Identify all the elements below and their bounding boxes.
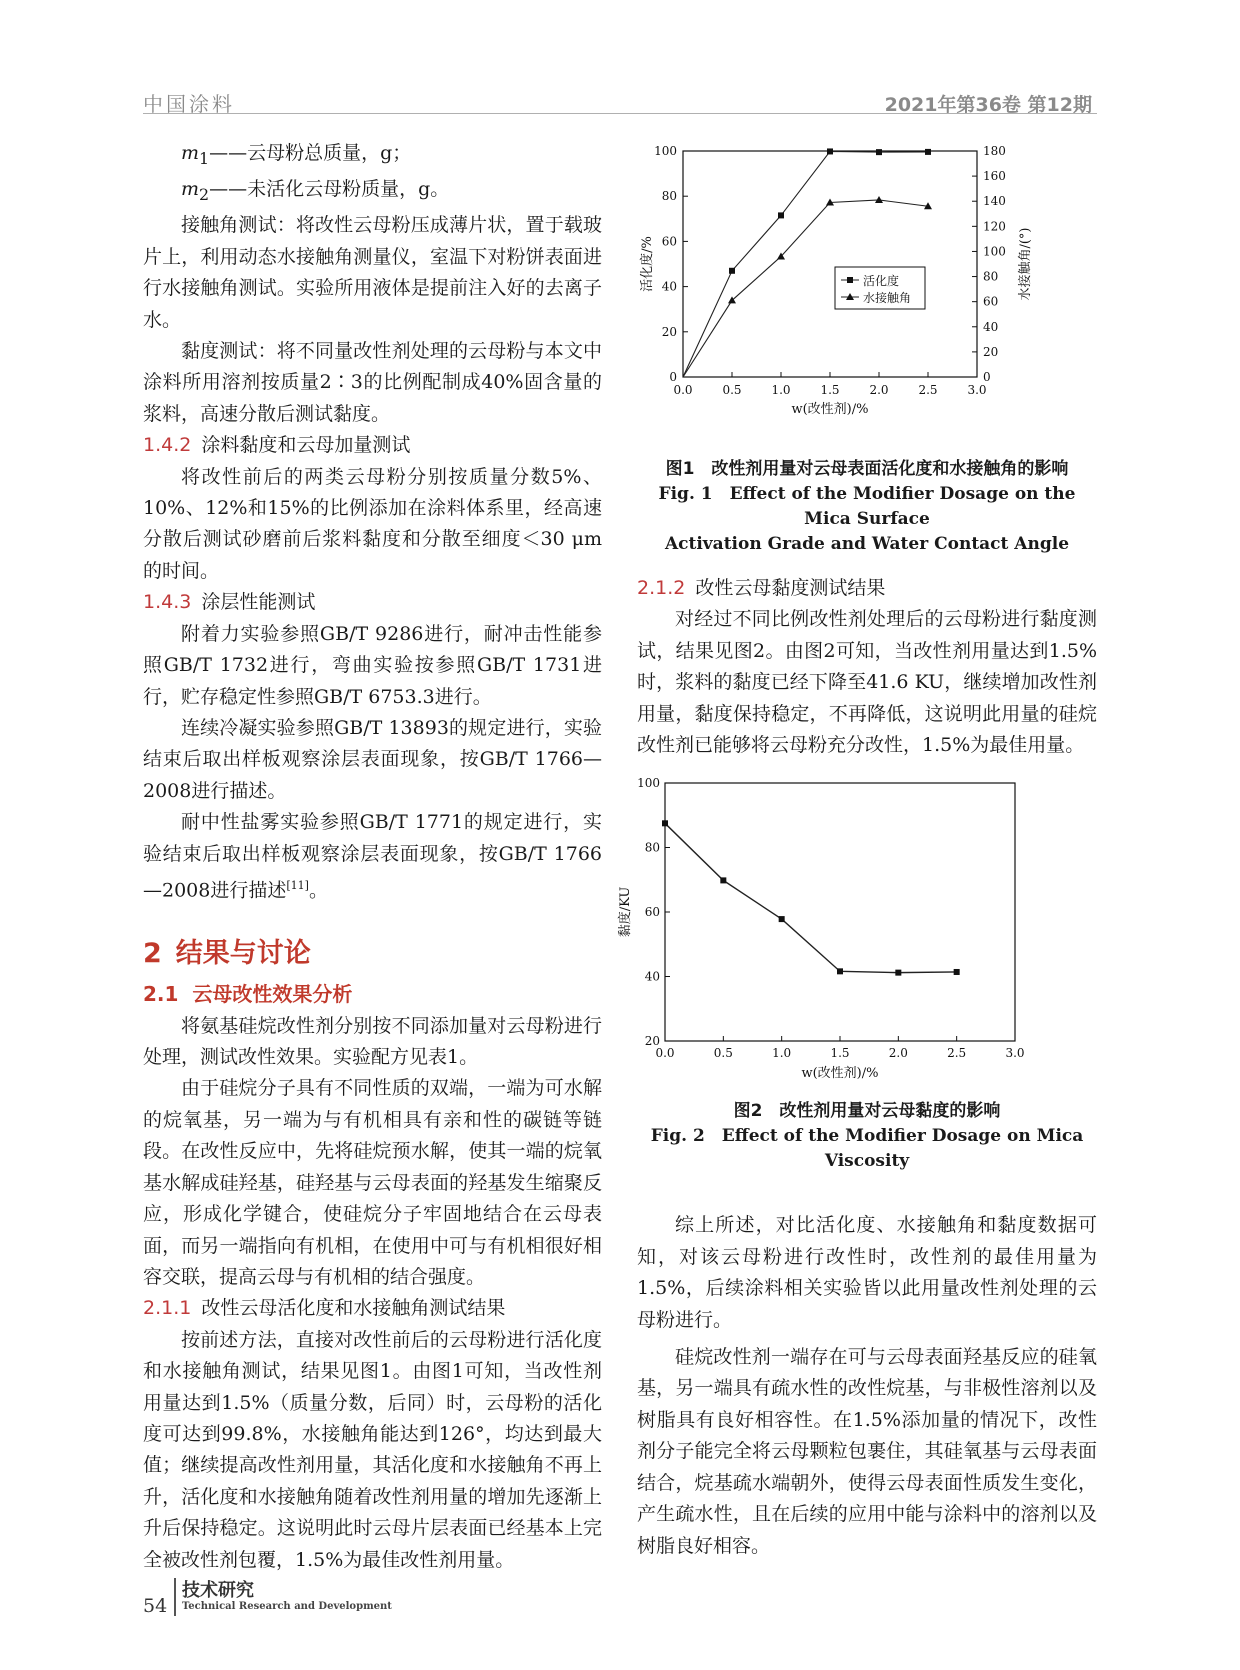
figure-2-caption-zh: 图2 改性剂用量对云母黏度的影响 [733, 1101, 1001, 1122]
definition-m2: $m_2——$未活化云母粉质量，g。 [181, 178, 450, 204]
data-point [895, 970, 901, 976]
x-tick-label: 0.5 [713, 1046, 733, 1061]
y-tick-label: 60 [644, 905, 660, 920]
figure-2-chart [618, 775, 1097, 1095]
x-tick-label: 1.0 [771, 383, 791, 397]
figure-2-caption-en: Fig. 2 Effect of the Modifier Dosage on Mica Viscosity [650, 1126, 1084, 1172]
x-tick-label: 1.5 [830, 1046, 850, 1061]
y-tick-label: 80 [644, 840, 660, 855]
data-point [779, 917, 785, 923]
figure-2 [618, 775, 1097, 1099]
x-tick-label: 1.5 [820, 383, 840, 397]
x-axis-label: w(改性剂)/% [791, 402, 869, 417]
plot-frame [665, 783, 1015, 1041]
y2-tick-label: 80 [983, 269, 999, 284]
x-tick-label: 0.0 [655, 1046, 675, 1061]
paragraph-condensation: 连续冷凝实验参照GB/T 13893的规定进行，实验结束后取出样板观察涂层表面现象，按GB/T 1766—2008进行描述。 [143, 716, 602, 802]
heading-2-1-2: 2.1.2 改性云母黏度测试结果 [637, 577, 886, 599]
data-point [875, 196, 883, 203]
paragraph-1-4-2: 将改性前后的两类云母粉分别按质量分数5%、10%、12%和15%的比例添加在涂料体系里，经高速分散后测试砂磨前后浆料黏度和分散至细度＜30 μm的时间。 [143, 465, 602, 582]
y-tick-label: 40 [644, 969, 660, 984]
plot-frame [683, 151, 977, 377]
y-tick-label: 80 [661, 189, 677, 204]
heading-1-4-2: 1.4.2 涂料黏度和云母加量测试 [143, 434, 411, 457]
header-divider [143, 113, 1097, 114]
data-point [662, 821, 668, 827]
heading-2-1-1: 2.1.1 改性云母活化度和水接触角测试结果 [143, 1297, 506, 1320]
data-point [837, 969, 843, 975]
left-column [143, 138, 602, 1576]
y-axis-label: 活化度/% [640, 236, 655, 292]
paragraph-2-1-a: 将氨基硅烷改性剂分别按不同添加量对云母粉进行处理，测试改性效果。实验配方见表1。 [143, 1014, 602, 1069]
x-tick-label: 0.5 [722, 383, 742, 397]
definition-m1: $m_1——$云母粉总质量，g； [181, 142, 412, 168]
data-point [954, 969, 960, 975]
x-tick-label: 2.5 [947, 1046, 967, 1061]
heading-2-1: 2.1 云母改性效果分析 [143, 981, 353, 1006]
y2-tick-label: 100 [983, 244, 1006, 259]
x-axis-label: w(改性剂)/% [801, 1066, 879, 1082]
y-tick-label: 20 [661, 324, 677, 339]
paragraph-salt-spray: 耐中性盐雾实验参照GB/T 1771的规定进行，实验结束后取出样板观察涂层表面现象，按GB/T 1766—2008进行描述[11]。 [143, 811, 602, 902]
page-number: 54 [143, 1595, 168, 1617]
y2-tick-label: 40 [983, 319, 999, 334]
paragraph-mechanism: 硅烷改性剂一端存在可与云母表面羟基反应的硅氧基，另一端具有疏水性的改性烷基，与非极性溶剂以及树脂具有良好相容性。在1.5%添加量的情况下，改性剂分子能完全将云母颗粒包裹住，其硅氧基与云母表面结合，烷基疏水端朝外，使得云母表面性质发生变化，产生疏水性，且在后续的应用中能与涂料中的溶剂以及树脂良好相容。 [637, 1346, 1097, 1557]
footer-section-en: Technical Research and Development [182, 1601, 392, 1612]
journal-name: 中国涂料 [143, 92, 235, 116]
y-tick-label: 60 [661, 234, 677, 249]
y-tick-label: 100 [654, 144, 677, 158]
data-point [876, 149, 882, 155]
x-tick-label: 2.0 [888, 1046, 908, 1061]
x-tick-label: 2.0 [869, 383, 889, 397]
y-tick-label: 0 [669, 370, 677, 384]
series-line [665, 824, 957, 973]
y2-tick-label: 180 [983, 144, 1006, 158]
paragraph-2-1-2: 对经过不同比例改性剂处理后的云母粉进行黏度测试，结果见图2。由图2可知，当改性剂用量达到1.5%时，浆料的黏度已经下降至41.6 KU，继续增加改性剂用量，黏度保持稳定，不再降低，这说明此用量的硅烷改性剂已能够将云母粉充分改性，1.5%为最佳用量。 [637, 608, 1097, 757]
figure-1-caption-en-1: Fig. 1 Effect of the Modifier Dosage on the Mica Surface [658, 484, 1076, 529]
data-point [720, 878, 726, 884]
y2-axis-label: 水接触角/(°) [1018, 227, 1033, 301]
figure-1-caption-en-2: Activation Grade and Water Contact Angle [664, 534, 1070, 554]
y-tick-label: 40 [661, 279, 677, 294]
figure-1 [637, 145, 1097, 449]
x-tick-label: 3.0 [1005, 1046, 1025, 1061]
x-tick-label: 0.0 [673, 383, 693, 397]
footer-section: 技术研究 [182, 1580, 254, 1601]
data-point [925, 149, 931, 155]
paragraph-2-1-b: 由于硅烷分子具有不同性质的双端，一端为可水解的烷氧基，另一端为与有机相具有亲和性的碳链等链段。在改性反应中，先将硅烷预水解，使其一端的烷氧基水解成硅羟基，硅羟基与云母表面的羟基发生缩聚反应，形成化学键合，使硅烷分子牢固地结合在云母表面，而另一端指向有机相，在使用中可与有机相很好相容交联，提高云母与有机相的结合强度。 [143, 1077, 602, 1288]
y-tick-label: 20 [644, 1034, 660, 1049]
y2-tick-label: 20 [983, 344, 999, 359]
legend-label: 水接触角 [863, 291, 912, 305]
data-point [827, 148, 833, 154]
y2-tick-label: 120 [983, 219, 1006, 234]
y2-tick-label: 160 [983, 169, 1006, 184]
citation-ref[interactable]: [11] [286, 878, 309, 892]
x-tick-label: 3.0 [967, 383, 987, 397]
right-column [618, 144, 1097, 1562]
x-tick-label: 2.5 [918, 383, 938, 397]
paragraph-viscosity-test: 黏度测试：将不同量改性剂处理的云母粉与本文中涂料所用溶剂按质量2∶3的比例配制成40%固含量的浆料，高速分散后测试黏度。 [143, 340, 602, 425]
issue-info: 2021年第36卷 第12期 [884, 94, 1092, 116]
figure-1-caption-zh: 图1 改性剂用量对云母表面活化度和水接触角的影响 [665, 459, 1069, 479]
y2-tick-label: 140 [983, 194, 1006, 209]
paragraph-adhesion: 附着力实验参照GB/T 9286进行，耐冲击性能参照GB/T 1732进行，弯曲实验按参照GB/T 1731进行，贮存稳定性参照GB/T 6753.3进行。 [143, 622, 602, 708]
heading-1-4-3: 1.4.3 涂层性能测试 [143, 591, 316, 614]
legend-label: 活化度 [863, 274, 900, 288]
figure-1-chart [637, 145, 1097, 445]
y-tick-label: 100 [637, 776, 660, 791]
y2-tick-label: 60 [983, 294, 999, 309]
section-heading-2: 2 结果与讨论 [143, 937, 311, 969]
y-axis-label: 黏度/KU [618, 887, 633, 938]
x-tick-label: 1.0 [772, 1046, 792, 1061]
paragraph-2-1-1: 按前述方法，直接对改性前后的云母粉进行活化度和水接触角测试，结果见图1。由图1可知，当改性剂用量达到1.5%（质量分数，后同）时，云母粉的活化度可达到99.8%，水接触角能达到126°，均达到最大值；继续提高改性剂用量，其活化度和水接触角不再上升，活化度和水接触角随着改性剂用量的增加先逐渐上升后保持稳定。这说明此时云母片层表面已经基本上完全被改性剂包覆，1.5%为最佳改性剂用量。 [143, 1328, 602, 1571]
data-point [778, 212, 784, 218]
paragraph-contact-angle: 接触角测试：将改性云母粉压成薄片状，置于载玻片上，利用动态水接触角测量仪，室温下对粉饼表面进行水接触角测试。实验所用液体是提前注入好的去离子水。 [143, 214, 602, 331]
paragraph-summary: 综上所述，对比活化度、水接触角和黏度数据可知，对该云母粉进行改性时，改性剂的最佳用量为1.5%，后续涂料相关实验皆以此用量改性剂处理的云母粉进行。 [637, 1214, 1097, 1331]
series-line-1 [683, 151, 928, 377]
footer-divider [174, 1578, 176, 1616]
data-point [729, 268, 735, 274]
legend-marker [847, 277, 853, 283]
y2-tick-label: 0 [983, 370, 991, 384]
